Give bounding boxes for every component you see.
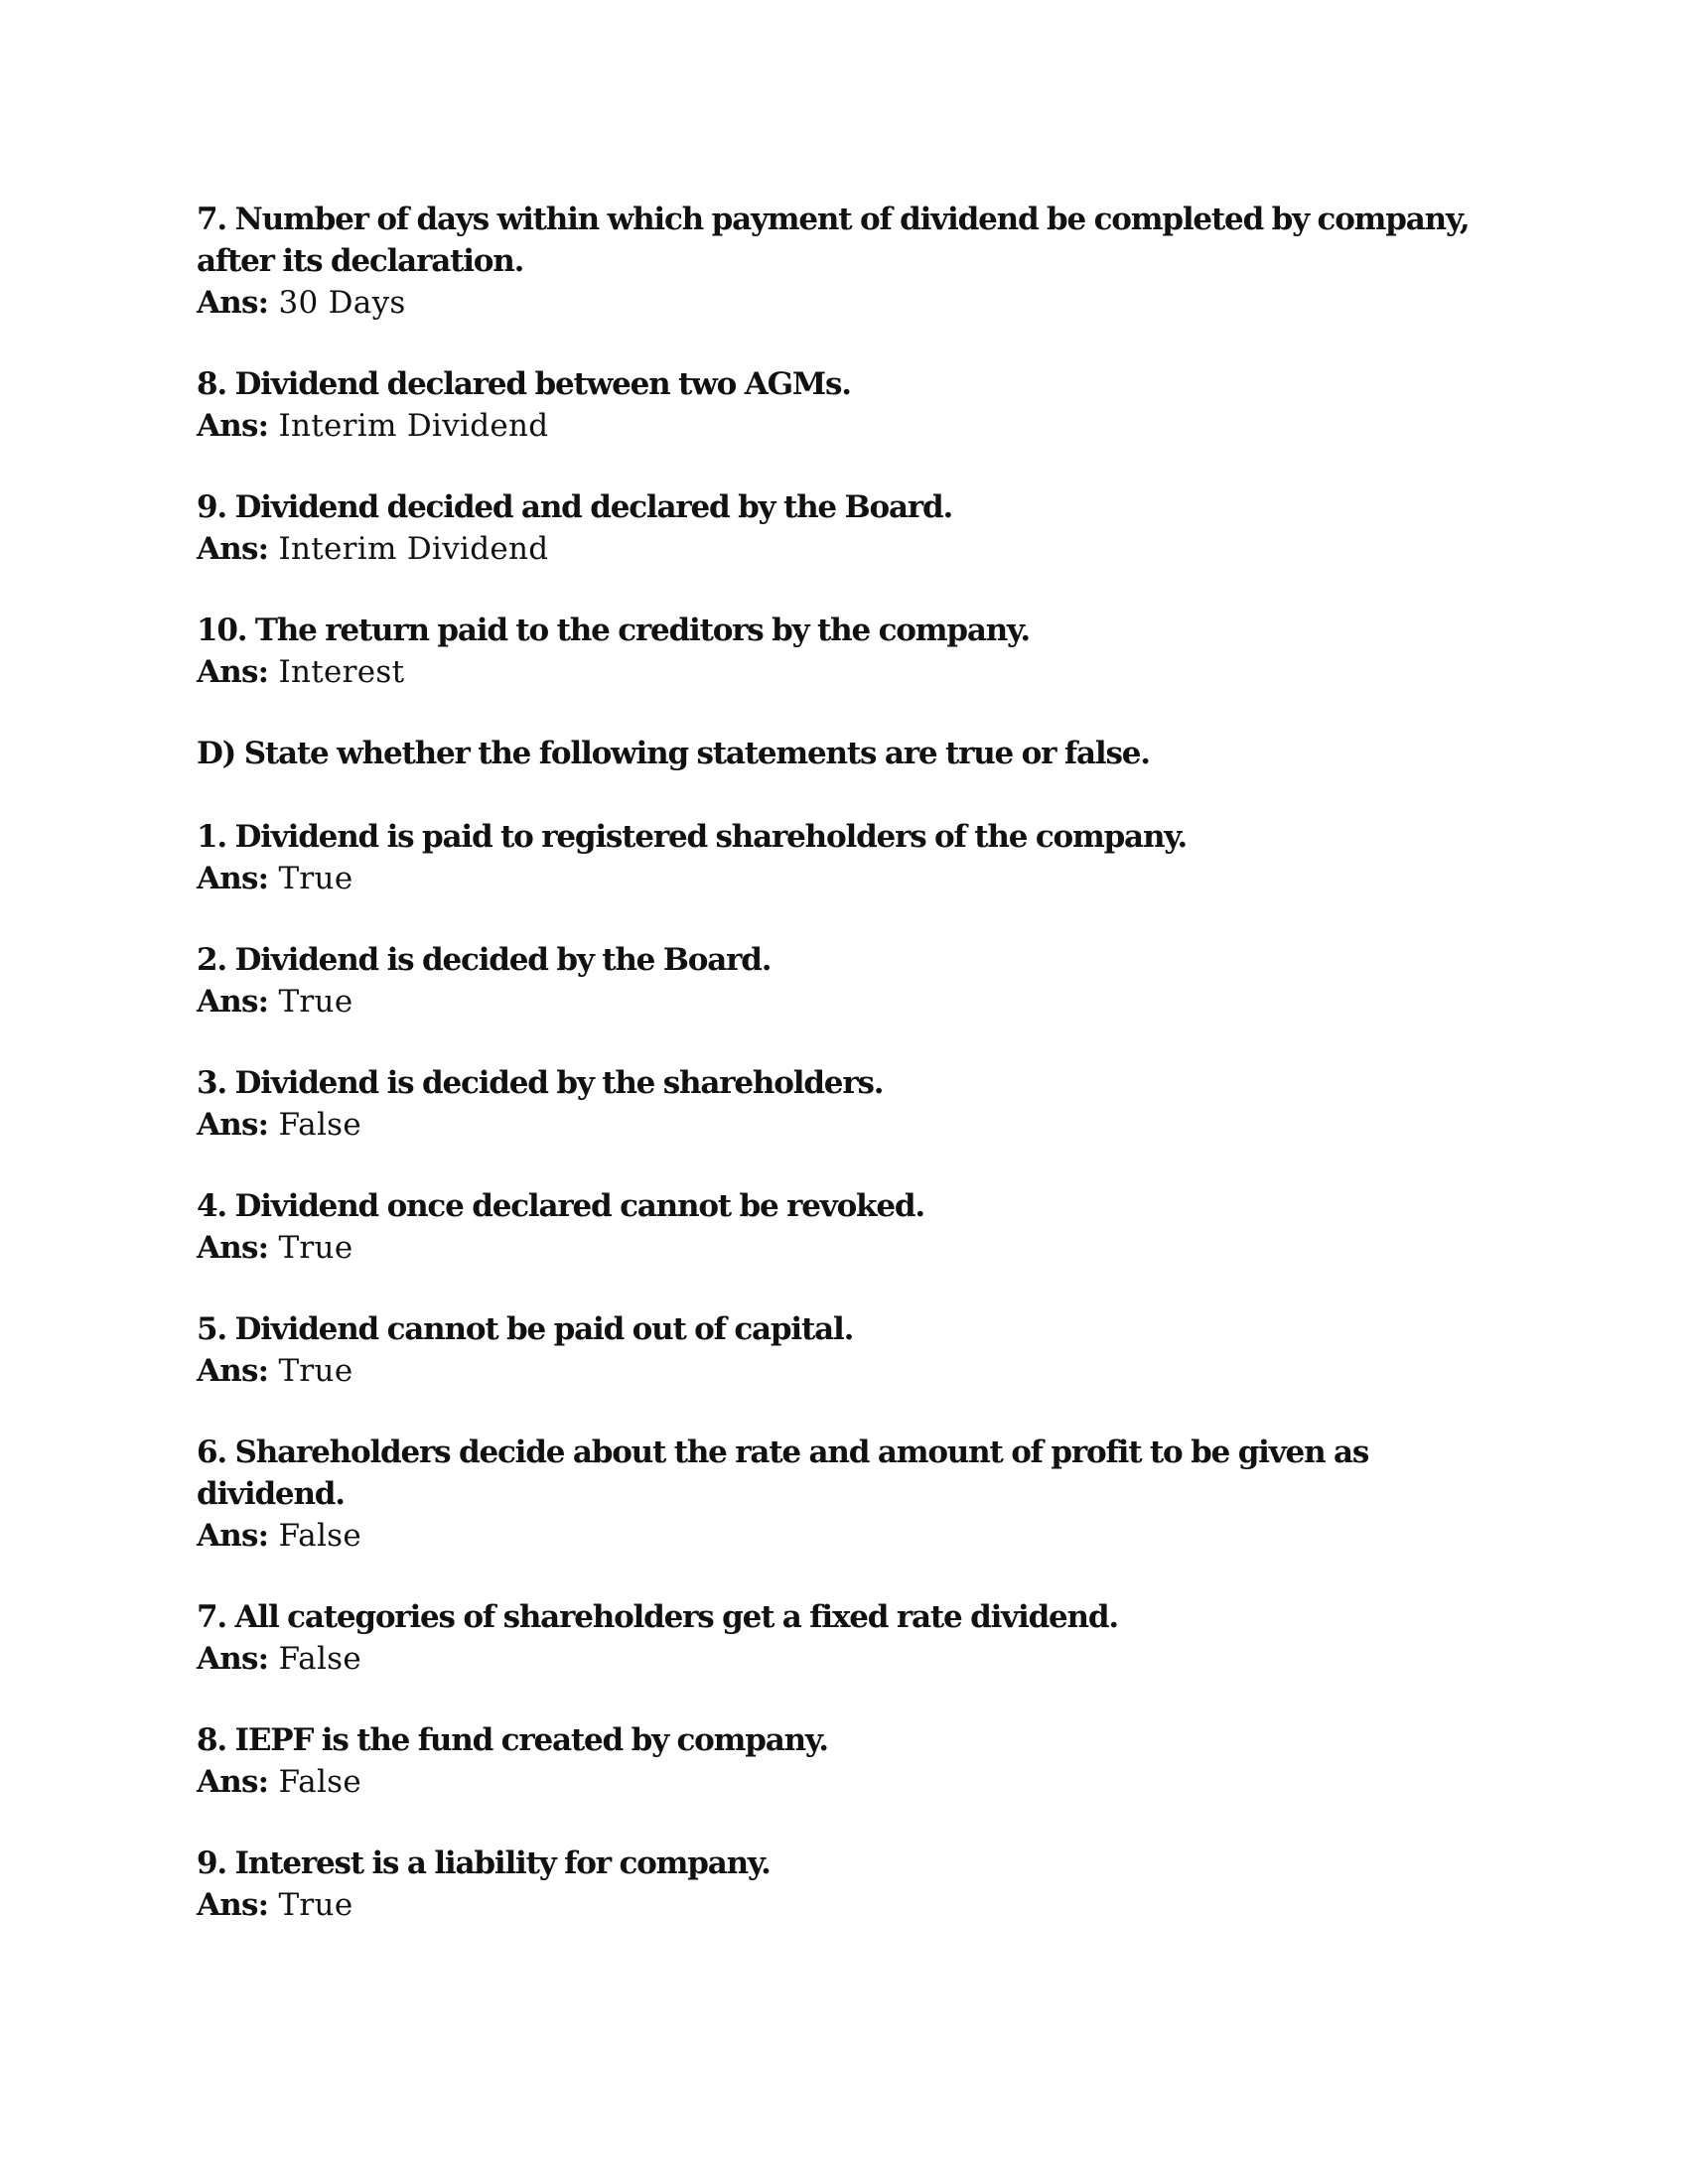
answer-text: False (278, 1518, 362, 1554)
question-text: 7. All categories of shareholders get a fixed rate dividend. (197, 1599, 1118, 1635)
qa-item (197, 610, 1507, 693)
document-page (197, 199, 1507, 1966)
answer-line (197, 405, 1507, 447)
answer-line (197, 981, 1507, 1023)
answer-text: Interim Dividend (278, 531, 549, 567)
qa-item (197, 939, 1507, 1023)
ans-label: Ans: (197, 654, 269, 690)
ans-label: Ans: (197, 1764, 269, 1800)
answer-line (197, 1638, 1507, 1680)
answer-text: Interim Dividend (278, 408, 549, 444)
question-text: 6. Shareholders decide about the rate and amount of profit to be given as dividend. (197, 1434, 1369, 1512)
answer-line (197, 651, 1507, 693)
question-text: 3. Dividend is decided by the shareholders. (197, 1065, 884, 1101)
question-text: 9. Interest is a liability for company. (197, 1845, 771, 1881)
answer-text: False (278, 1107, 362, 1143)
qa-item (197, 363, 1507, 447)
qa-item (197, 1308, 1507, 1392)
qa-item (197, 816, 1507, 899)
question-text: 1. Dividend is paid to registered shareholders of the company. (197, 819, 1188, 855)
ans-label: Ans: (197, 1887, 269, 1923)
answer-line (197, 1515, 1507, 1557)
ans-label: Ans: (197, 984, 269, 1020)
answer-text: False (278, 1764, 362, 1800)
question-text: 9. Dividend decided and declared by the Board. (197, 489, 953, 525)
ans-label: Ans: (197, 1107, 269, 1143)
ans-label: Ans: (197, 1230, 269, 1266)
answer-text: True (278, 1230, 353, 1266)
qa-item (197, 1596, 1507, 1680)
ans-label: Ans: (197, 408, 269, 444)
ans-label: Ans: (197, 285, 269, 321)
answer-line (197, 1884, 1507, 1926)
answer-line (197, 1227, 1507, 1269)
qa-item (197, 199, 1507, 324)
answer-line (197, 282, 1507, 324)
question-text: 8. Dividend declared between two AGMs. (197, 366, 851, 402)
answer-text: Interest (278, 654, 405, 690)
answer-line (197, 858, 1507, 899)
ans-label: Ans: (197, 1518, 269, 1554)
qa-item (197, 1843, 1507, 1926)
ans-label: Ans: (197, 861, 269, 896)
answer-text: True (278, 984, 353, 1020)
question-text: 7. Number of days within which payment of dividend be completed by company, after its declaration. (197, 202, 1470, 279)
qa-item (197, 1062, 1507, 1146)
qa-item (197, 1719, 1507, 1803)
answer-line (197, 1104, 1507, 1146)
question-text: 2. Dividend is decided by the Board. (197, 942, 772, 978)
answer-text: 30 Days (278, 285, 406, 321)
section-heading: D) State whether the following statements are true or false. (197, 736, 1150, 771)
question-text: 8. IEPF is the fund created by company. (197, 1722, 828, 1758)
question-text: 10. The return paid to the creditors by the company. (197, 613, 1030, 648)
qa-item (197, 486, 1507, 570)
answer-text: True (278, 1353, 353, 1389)
answer-text: True (278, 1887, 353, 1923)
answer-line (197, 1761, 1507, 1803)
question-text: 4. Dividend once declared cannot be revoked. (197, 1188, 924, 1224)
question-text: 5. Dividend cannot be paid out of capital. (197, 1311, 854, 1347)
qa-item (197, 1185, 1507, 1269)
ans-label: Ans: (197, 1641, 269, 1677)
qa-item (197, 1432, 1507, 1557)
ans-label: Ans: (197, 531, 269, 567)
answer-text: False (278, 1641, 362, 1677)
answer-line (197, 528, 1507, 570)
answer-text: True (278, 861, 353, 896)
ans-label: Ans: (197, 1353, 269, 1389)
answer-line (197, 1350, 1507, 1392)
